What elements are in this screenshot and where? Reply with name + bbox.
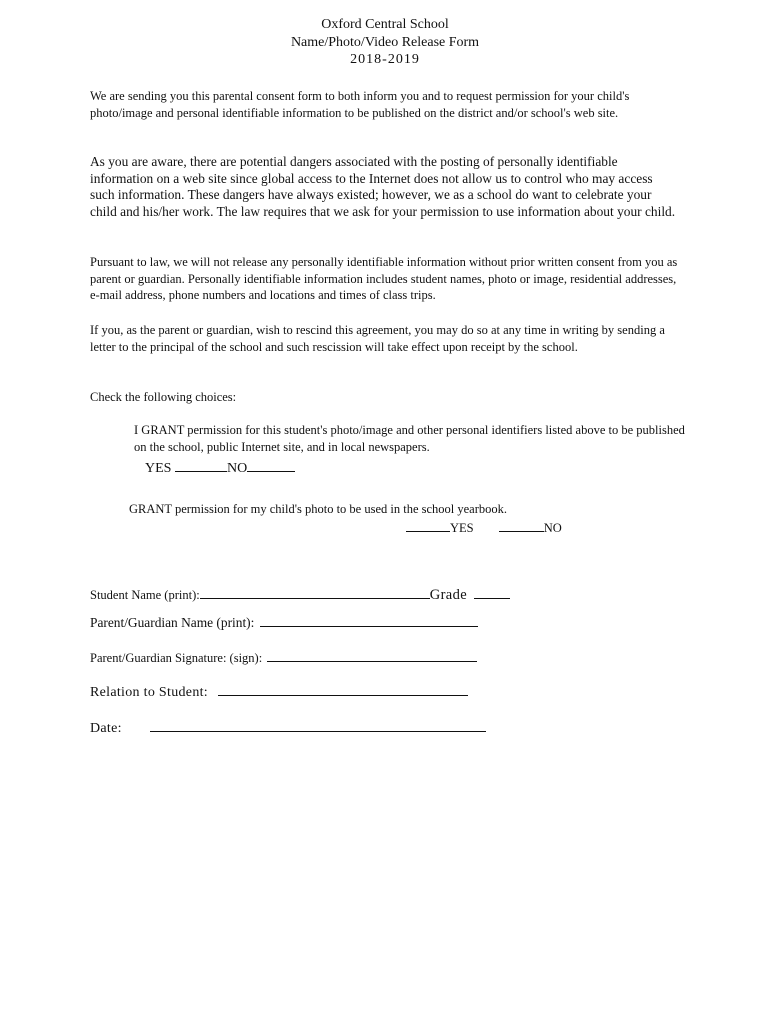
relation-label: Relation to Student: xyxy=(90,685,208,700)
choices-intro: Check the following choices: xyxy=(90,390,237,404)
grant-yearbook-text: GRANT permission for my child's photo to be used in the school yearbook. xyxy=(129,502,508,516)
student-name-label: Student Name (print): xyxy=(90,588,200,602)
school-name: Oxford Central School xyxy=(321,17,449,32)
relation-field xyxy=(90,683,468,701)
choice2-no-label: NO xyxy=(543,521,562,535)
choice2-no-line[interactable] xyxy=(499,519,544,532)
grant-internet-text: I GRANT permission for this student's photo/image and other personal identifiers listed above to be published on the school, public Internet site, and in local newspapers. xyxy=(134,423,685,454)
choice1-yes-line[interactable] xyxy=(175,459,227,472)
rescind-paragraph: If you, as the parent or guardian, wish to rescind this agreement, you may do so at any time in writing by sending a letter to the principal of the school and such rescission will take effect upon receipt by the school. xyxy=(90,323,665,354)
form-title: Name/Photo/Video Release Form xyxy=(290,35,480,50)
intro-paragraph: We are sending you this parental consent form to both inform you and to request permission for your child's photo/image and personal identifiable information to be published on the district and/or school's web site. xyxy=(90,89,630,120)
dangers-paragraph: As you are aware, there are potential dangers associated with the posting of personally identifiable information on a web site since global access to the Internet does not allow us to control who may access such information. These dangers have always existed; however, we as a school do want to celebrate your child and his/her work. The law requires that we ask for your permission to use information about your child. xyxy=(90,154,676,219)
choice2-yes-label: YES xyxy=(450,521,474,535)
date-field xyxy=(90,719,486,737)
student-name-line[interactable] xyxy=(200,586,430,599)
signature-field xyxy=(90,649,477,666)
school-year: 2018-2019 xyxy=(350,52,420,67)
grade-label: Grade xyxy=(429,587,468,603)
student-name-field xyxy=(90,586,510,604)
parent-name-label: Parent/Guardian Name (print): xyxy=(90,615,255,630)
choice2-answers xyxy=(406,519,562,536)
choice1-no-label: NO xyxy=(226,461,248,476)
choice1-yes-label: YES xyxy=(145,461,172,476)
law-paragraph: Pursuant to law, we will not release any personally identifiable information without prior written consent from you as parent or guardian. Personally identifiable information includes student names, photo or image, residential addresses, e-mail address, phone numbers and locations and times of class trips. xyxy=(90,255,678,302)
parent-name-line[interactable] xyxy=(260,614,478,627)
parent-name-field xyxy=(90,614,478,631)
choice2-yes-line[interactable] xyxy=(406,519,450,532)
choice1-answers xyxy=(145,459,295,477)
choice1-no-line[interactable] xyxy=(247,459,295,472)
date-label: Date: xyxy=(90,721,122,736)
date-line[interactable] xyxy=(150,719,486,732)
grade-line[interactable] xyxy=(474,586,510,599)
relation-line[interactable] xyxy=(218,683,468,696)
signature-label: Parent/Guardian Signature: (sign): xyxy=(90,651,263,665)
signature-line[interactable] xyxy=(267,649,477,662)
